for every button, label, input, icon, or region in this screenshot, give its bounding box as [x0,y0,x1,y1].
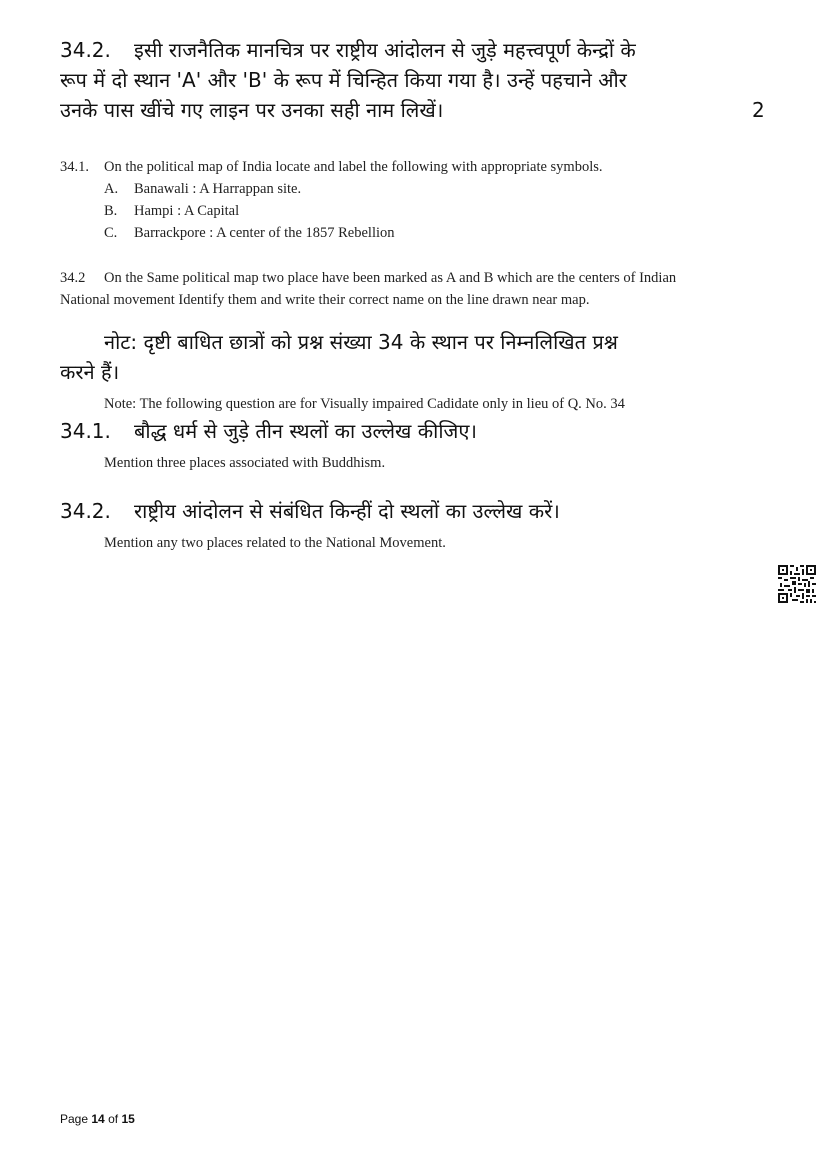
footer-page-number: 14 [91,1112,105,1126]
option-a [104,178,770,200]
footer-page-word: Page [60,1112,89,1126]
note-hindi-line2: करने हैं। [60,360,120,384]
vi-q2-english: Mention any two places related to the National Movement. [104,535,446,551]
vi-q2-number: 34.2. [60,499,111,523]
q341-options [60,178,770,244]
q341-english-number: 34.1. [60,159,89,175]
q342-hindi-block [60,35,768,125]
option-text: Hampi : A Capital [134,203,240,219]
page-footer [60,1112,135,1126]
footer-of-word: of [108,1112,119,1126]
option-text: Banawali : A Harrappan site. [134,181,302,197]
vi-q2-hindi: 34.2. राष्ट्रीय आंदोलन से संबंधित किन्हीं दो स्थलों का उल्लेख करें। [60,496,560,526]
footer-total-pages: 15 [121,1112,135,1126]
q342-hindi-line1: 34.2. इसी राजनैतिक मानचित्र पर राष्ट्रीय आंदोलन से जुड़े महत्त्वपूर्ण केन्द्रों के [60,35,768,65]
option-letter: A. [104,181,119,197]
note-hindi-block [60,327,768,387]
q342-english-line1: 34.2 On the Same political map two place have been marked as A and B which are the centers of Indian [60,267,770,289]
q342-hindi-line3: उनके पास खींचे गए लाइन पर उनका सही नाम लिखें। [60,98,444,122]
option-b [104,200,770,222]
q341-english-block [60,156,770,244]
q341-english-question: 34.1. On the political map of India locate and label the following with appropriate symbols. [60,156,770,178]
q342-marks: 2 [752,98,765,122]
q342-english-block [60,267,770,311]
option-c [104,222,770,244]
q342-hindi-line2: रूप में दो स्थान 'A' और 'B' के रूप में चिन्हित किया गया है। उन्हें पहचाने और [60,68,627,92]
q342-english-line2: National movement Identify them and write their correct name on the line drawn near map. [60,292,590,308]
vi-q1-number: 34.1. [60,419,111,443]
q342-english-number: 34.2 [60,270,86,286]
option-letter: C. [104,225,118,241]
q342-hindi-number: 34.2. [60,38,111,62]
note-hindi-line1: नोट: दृष्टी बाधित छात्रों को प्रश्न संख्या 34 के स्थान पर निम्नलिखित प्रश्न [104,330,618,354]
vi-q1-hindi: 34.1. बौद्ध धर्म से जुड़े तीन स्थलों का उल्लेख कीजिए। [60,416,477,446]
option-letter: B. [104,203,118,219]
vi-q1-english: Mention three places associated with Buddhism. [104,455,386,471]
option-text: Barrackpore : A center of the 1857 Rebellion [134,225,395,241]
qr-code-icon [778,565,816,603]
note-english: Note: The following question are for Visually impaired Cadidate only in lieu of Q. No. 34 [104,396,625,412]
